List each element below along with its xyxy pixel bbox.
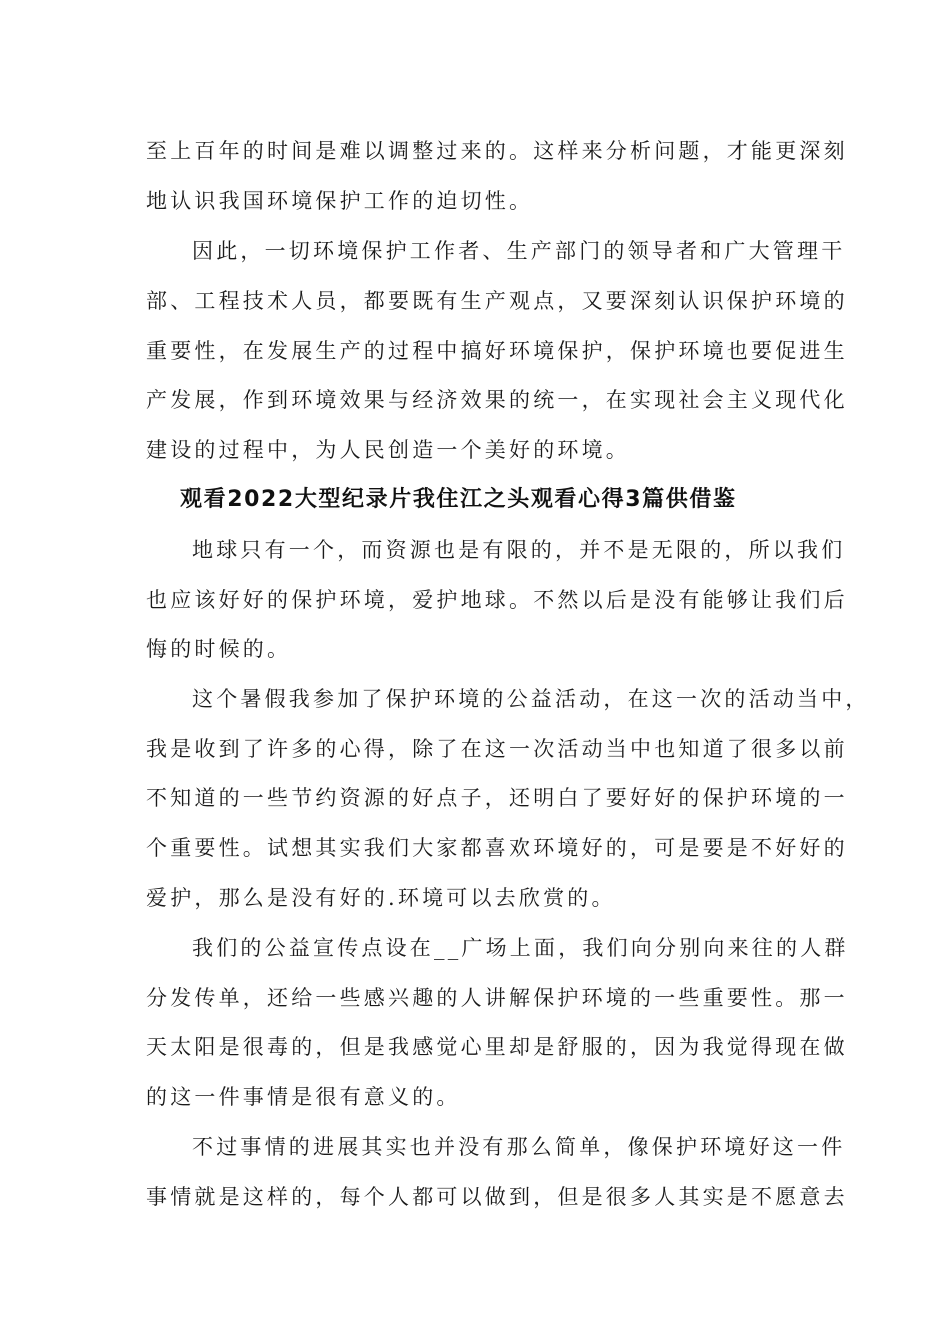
paragraph-line: 不过事情的进展其实也并没有那么简单，像保护环境好这一件 — [192, 1135, 846, 1159]
section-heading: 观看2022大型纪录片我住江之头观看心得3篇供借鉴 — [180, 487, 737, 512]
paragraph-line: 的这一件事情是很有意义的。 — [146, 1085, 461, 1109]
paragraph-line: 这个暑假我参加了保护环境的公益活动，在这一次的活动当中， — [192, 687, 870, 711]
paragraph-line: 因此，一切环境保护工作者、生产部门的领导者和广大管理干 — [192, 239, 846, 263]
paragraph-line: 爱护，那么是没有好的.环境可以去欣赏的。 — [146, 886, 616, 910]
paragraph-line: 个重要性。试想其实我们大家都喜欢环境好的，可是要是不好好的 — [146, 836, 848, 860]
paragraph-line: 地球只有一个，而资源也是有限的，并不是无限的，所以我们 — [192, 538, 846, 562]
paragraph-line: 悔的时候的。 — [146, 637, 292, 661]
paragraph-line: 也应该好好的保护环境，爱护地球。不然以后是没有能够让我们后 — [146, 588, 848, 612]
paragraph-line: 至上百年的时间是难以调整过来的。这样来分析问题，才能更深刻 — [146, 139, 848, 163]
paragraph-line: 部、工程技术人员，都要既有生产观点，又要深刻认识保护环境的 — [146, 289, 848, 313]
paragraph-line: 重要性，在发展生产的过程中搞好环境保护，保护环境也要促进生 — [146, 339, 848, 363]
paragraph-line: 建设的过程中，为人民创造一个美好的环境。 — [146, 438, 630, 462]
paragraph-line: 不知道的一些节约资源的好点子，还明白了要好好的保护环境的一 — [146, 786, 848, 810]
paragraph-line: 产发展，作到环境效果与经济效果的统一，在实现社会主义现代化 — [146, 388, 848, 412]
paragraph-line: 分发传单，还给一些感兴趣的人讲解保护环境的一些重要性。那一 — [146, 986, 848, 1010]
paragraph-line: 地认识我国环境保护工作的迫切性。 — [146, 189, 534, 213]
paragraph-line: 我们的公益宣传点设在__广场上面，我们向分别向来往的人群 — [192, 936, 849, 960]
paragraph-line: 我是收到了许多的心得，除了在这一次活动当中也知道了很多以前 — [146, 737, 848, 761]
paragraph-line: 天太阳是很毒的，但是我感觉心里却是舒服的，因为我觉得现在做 — [146, 1035, 848, 1059]
paragraph-line: 事情就是这样的，每个人都可以做到，但是很多人其实是不愿意去 — [146, 1185, 848, 1209]
